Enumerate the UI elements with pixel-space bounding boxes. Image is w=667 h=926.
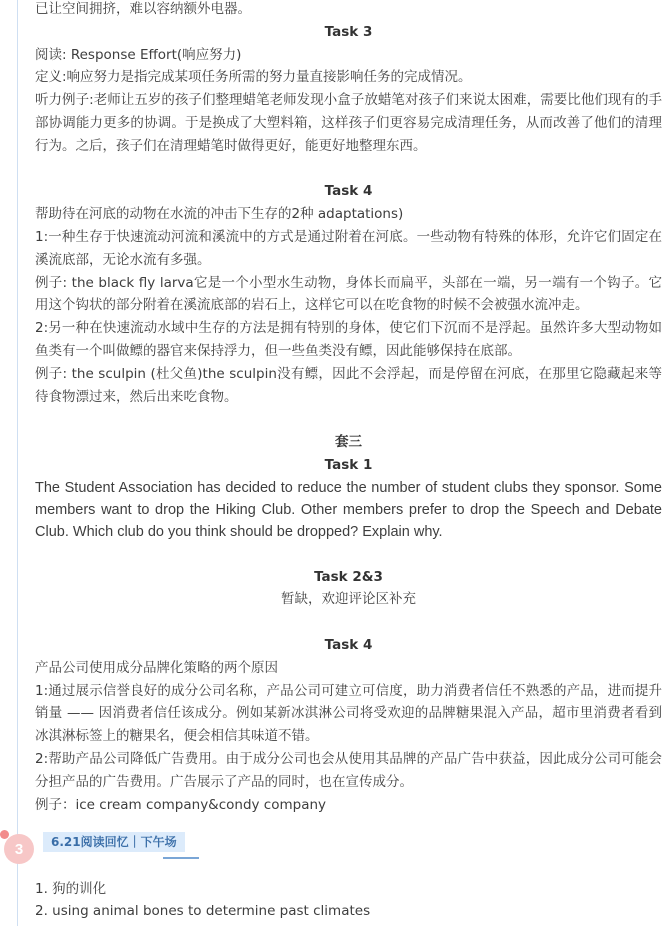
section-underline [163, 857, 199, 859]
set2-task4-intro: 帮助待在河底的动物在水流的冲击下生存的2种 adaptations) [35, 206, 404, 223]
left-border-rule [17, 0, 18, 926]
set3-task4-point1: 1:通过展示信誉良好的成分公司名称，产品公司可建立可信度，助力消费者信任不熟悉的产品，进而提升销量 —— 因消费者信任该成分。例如某新冰淇淋公司将受欢迎的品牌糖果混入产品，超市里消费者看到冰淇淋标签上的糖果名，便会相信其味道不错。 [35, 682, 662, 745]
set3-task4-intro: 产品公司使用成分品牌化策略的两个原因 [35, 659, 278, 676]
section-title-label: 6.21阅读回忆｜下午场 [43, 832, 185, 852]
set2-task3-definition: 定义:响应努力是指完成某项任务所需的努力量直接影响任务的完成情况。 [35, 69, 472, 86]
section-number-badge: 3 [4, 834, 34, 864]
section-header [0, 830, 667, 870]
set3-task4-point2: 2:帮助产品公司降低广告费用。由于成分公司也会从使用其品牌的产品广告中获益，因此成分公司可能会分担产品的广告费用。广告展示了产品的同时，也在宣传成分。 [35, 750, 662, 790]
set3-task1-title: Task 1 [324, 456, 373, 473]
reading-recall-list [35, 878, 370, 922]
set2-task3-title: Task 3 [324, 23, 373, 40]
article-content [35, 0, 662, 816]
list-item: 1. 狗的训化 [35, 881, 107, 897]
set3-heading: 套三 [335, 434, 362, 451]
top-fragment-text: 已让空间拥挤，难以容纳额外电器。 [35, 1, 251, 17]
set3-task1-text: The Student Association has decided to reduce the number of student clubs they sponsor. Some members want to drop the Hiking Club. Other members prefer to drop the Speech and Debate Club. Which club do you think should be dropped? Explain why. [35, 479, 662, 540]
set3-task4-title: Task 4 [324, 636, 373, 653]
set2-task4-example2: 例子: the sculpin (杜父鱼)the sculpin没有鳔，因此不会浮起，而是停留在河底，在那里它隐藏起来等待食物漂过来，然后出来吃食物。 [35, 365, 662, 405]
set2-task4-title: Task 4 [324, 183, 373, 200]
set2-task4-point1: 1:一种生存于快速流动河流和溪流中的方式是通过附着在河底。一些动物有特殊的体形，允许它们固定在溪流底部，无论水流有多强。 [35, 228, 662, 268]
set2-task3-example: 听力例子:老师让五岁的孩子们整理蜡笔老师发现小盒子放蜡笔对孩子们来说太困难，需要比他们现有的手部协调能力更多的协调。于是换成了大塑料箱，这样孩子们更容易完成清理任务，从而改善了他们的清理行为。之后，孩子们在清理蜡笔时做得更好，能更好地整理东西。 [35, 92, 662, 154]
set3-task23-text: 暂缺，欢迎评论区补充 [281, 591, 416, 608]
set3-task4-example: 例子：ice cream company&condy company [35, 796, 327, 813]
list-item: 2. using animal bones to determine past climates [35, 903, 371, 919]
set2-task3-reading: 阅读: Response Effort(响应努力) [35, 46, 242, 63]
set3-task23-title: Task 2&3 [314, 568, 383, 585]
set2-task4-point2: 2:另一种在快速流动水域中生存的方法是拥有特别的身体，使它们下沉而不是浮起。虽然许多大型动物如鱼类有一个叫做鳔的器官来保持浮力，但一些鱼类没有鳔，因此能够保持在底部。 [35, 320, 662, 359]
section-dot-decoration [0, 830, 9, 839]
set2-task4-example1: 例子: the black fly larva它是一个小型水生动物，身体长而扁平，头部在一端，另一端有一个钩子。它用这个钩状的部分附着在溪流底部的岩石上，这样它可以在吃食物的时候不会被强水流冲走。 [35, 274, 662, 314]
